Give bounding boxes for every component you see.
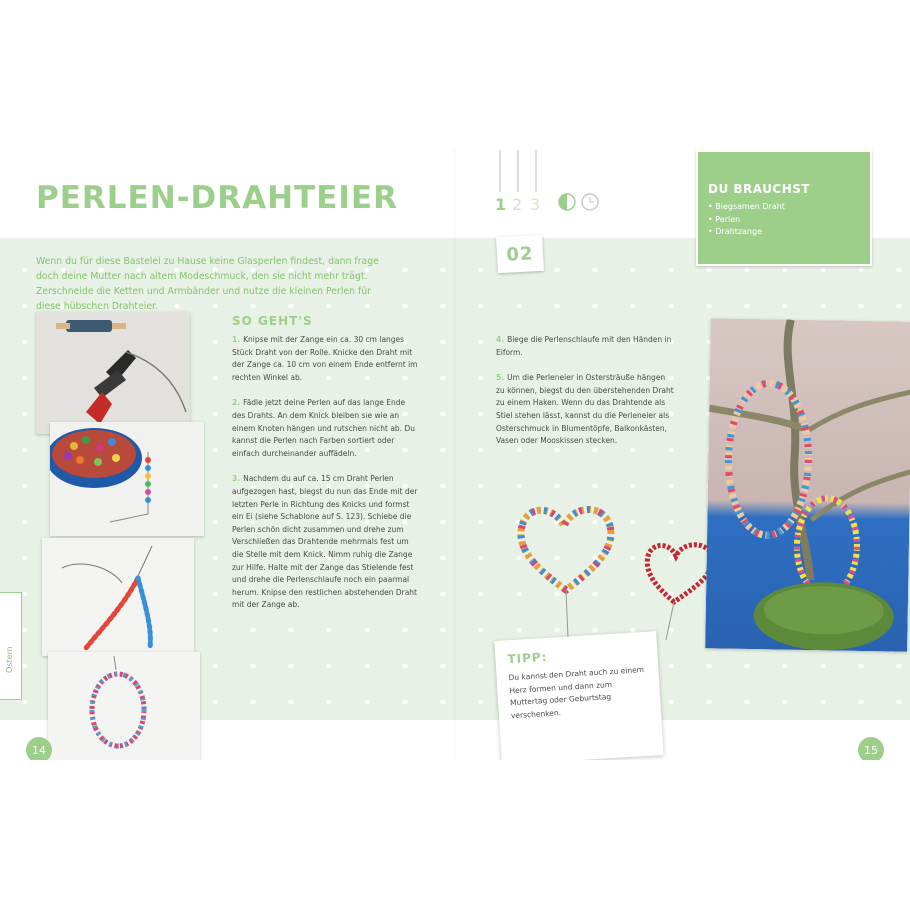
step-text: Knipse mit der Zange ein ca. 30 cm langes Stück Draht von der Rolle. Knicke den Draht mit der Zange ca. 10 cm von einem Ende entfernt im rechten Winkel ab. [232,335,418,382]
step-text: Um die Perleneier in Ostersträuße hängen zu können, biegst du den überstehenden Draht zu einem Haken. Wenn du das Drahtende als Stiel stehen lässt, kannst du die Perleneier als Osterschmuck in Blumentöpfe, Balkonkästen, Vasen oder Mooskissen stecken. [496,373,674,446]
intro-text: Wenn du für diese Bastelei zu Hause keine Glasperlen findest, dann frage doch deine Mutter nach altem Modeschmuck, den sie nicht mehr trägt. Zerschneide die Ketten und Armbänder und nutze die kleinen Perlen für diese hübschen Drahteier. [36,256,379,312]
step-3 [232,473,418,612]
step-number: 5. [496,373,505,383]
wire-pliers-illustration [36,312,190,434]
difficulty-icons [494,150,604,220]
step-text: Fädle jetzt deine Perlen auf das lange Ende des Drahts. An dem Knick bleiben sie wie an einem Knoten hängen und rutschen nicht ab. Du kannst die Perlen nach Farben sortiert oder einfach durcheinander auffädeln. [232,398,415,458]
level-3-label: 3 [530,195,541,214]
step-number: 4. [496,335,505,344]
bead-eggs-branch-illustration [705,318,910,651]
step-number: 1. [232,335,241,344]
page-number-left: 14 [26,737,52,760]
step-text: Nachdem du auf ca. 15 cm Draht Perlen aufgezogen hast, biegst du nun das Ende mit der letzten Perle in Richtung des Knicks und formst ein Ei (siehe Schablone auf S. 123). Schiebe die Perlen schön dicht zusammen und drehe zum Verschließen das Drahtende mehrmals fest um die Stelle mit dem Knick. Nimm ruhig die Zange zur Hilfe. Halte mit der Zange das Stielende fest und drehe die Perlenschlaufe noch ein paarmal herum. Knipse den restlichen abstehenden Draht mit der Zange ab. [232,474,418,610]
step-5 [496,372,676,448]
steps-heading: SO GEHT'S [232,314,313,328]
step-4 [496,334,676,359]
step-text: Biege die Perlenschlaufe mit den Händen in Eiform. [496,335,672,357]
materials-item: • Drahtzange [708,227,762,237]
tip-text: Du kannst den Draht auch zu einem Herz formen und dann zum Muttertag oder Geburtstag verschenken. [508,664,645,720]
steps-list-left [232,334,418,625]
bead-hearts-illustration [508,490,728,640]
photo-bead-eggs-on-branch [705,318,910,651]
bead-strand-illustration [42,538,194,656]
materials-item: • Biegsamen Draht [708,202,785,211]
photo-bead-loop-forming [42,538,194,656]
level-1-label: 1 [495,195,507,214]
bead-ring-illustration [48,652,200,760]
tip-box [494,631,663,760]
step-1 [232,334,418,384]
level-1-icon [495,195,506,214]
level-2-icon [512,195,522,214]
difficulty-indicator [494,150,604,220]
half-clock-icon [559,194,575,210]
level-2-label: 2 [512,195,523,214]
step-2 [232,397,418,460]
page-title: PERLEN-DRAHTEIER [36,180,398,216]
clock-icon [582,194,598,210]
photo-bead-tin [50,422,204,536]
step-number: 2. [232,398,241,408]
materials-box [696,150,872,266]
steps-list-right [496,334,676,461]
photo-bead-ring [48,652,200,760]
page-number-right: 15 [858,737,884,760]
materials-heading: DU BRAUCHST [708,182,811,196]
materials-item: • Perlen [708,214,741,224]
step-number: 3. [232,474,241,484]
chapter-side-tab [0,592,22,700]
page-gutter [454,150,457,760]
book-spread [0,150,910,760]
photo-wire-and-pliers [36,312,190,434]
red-bead-heart [647,545,712,640]
bead-tin-illustration [50,422,204,536]
level-3-icon [530,195,540,214]
step-group-label: 02 [496,235,544,273]
multicolor-bead-heart [521,510,611,639]
chapter-label: Ostern [5,646,14,673]
tip-heading: TIPP: [507,649,548,667]
